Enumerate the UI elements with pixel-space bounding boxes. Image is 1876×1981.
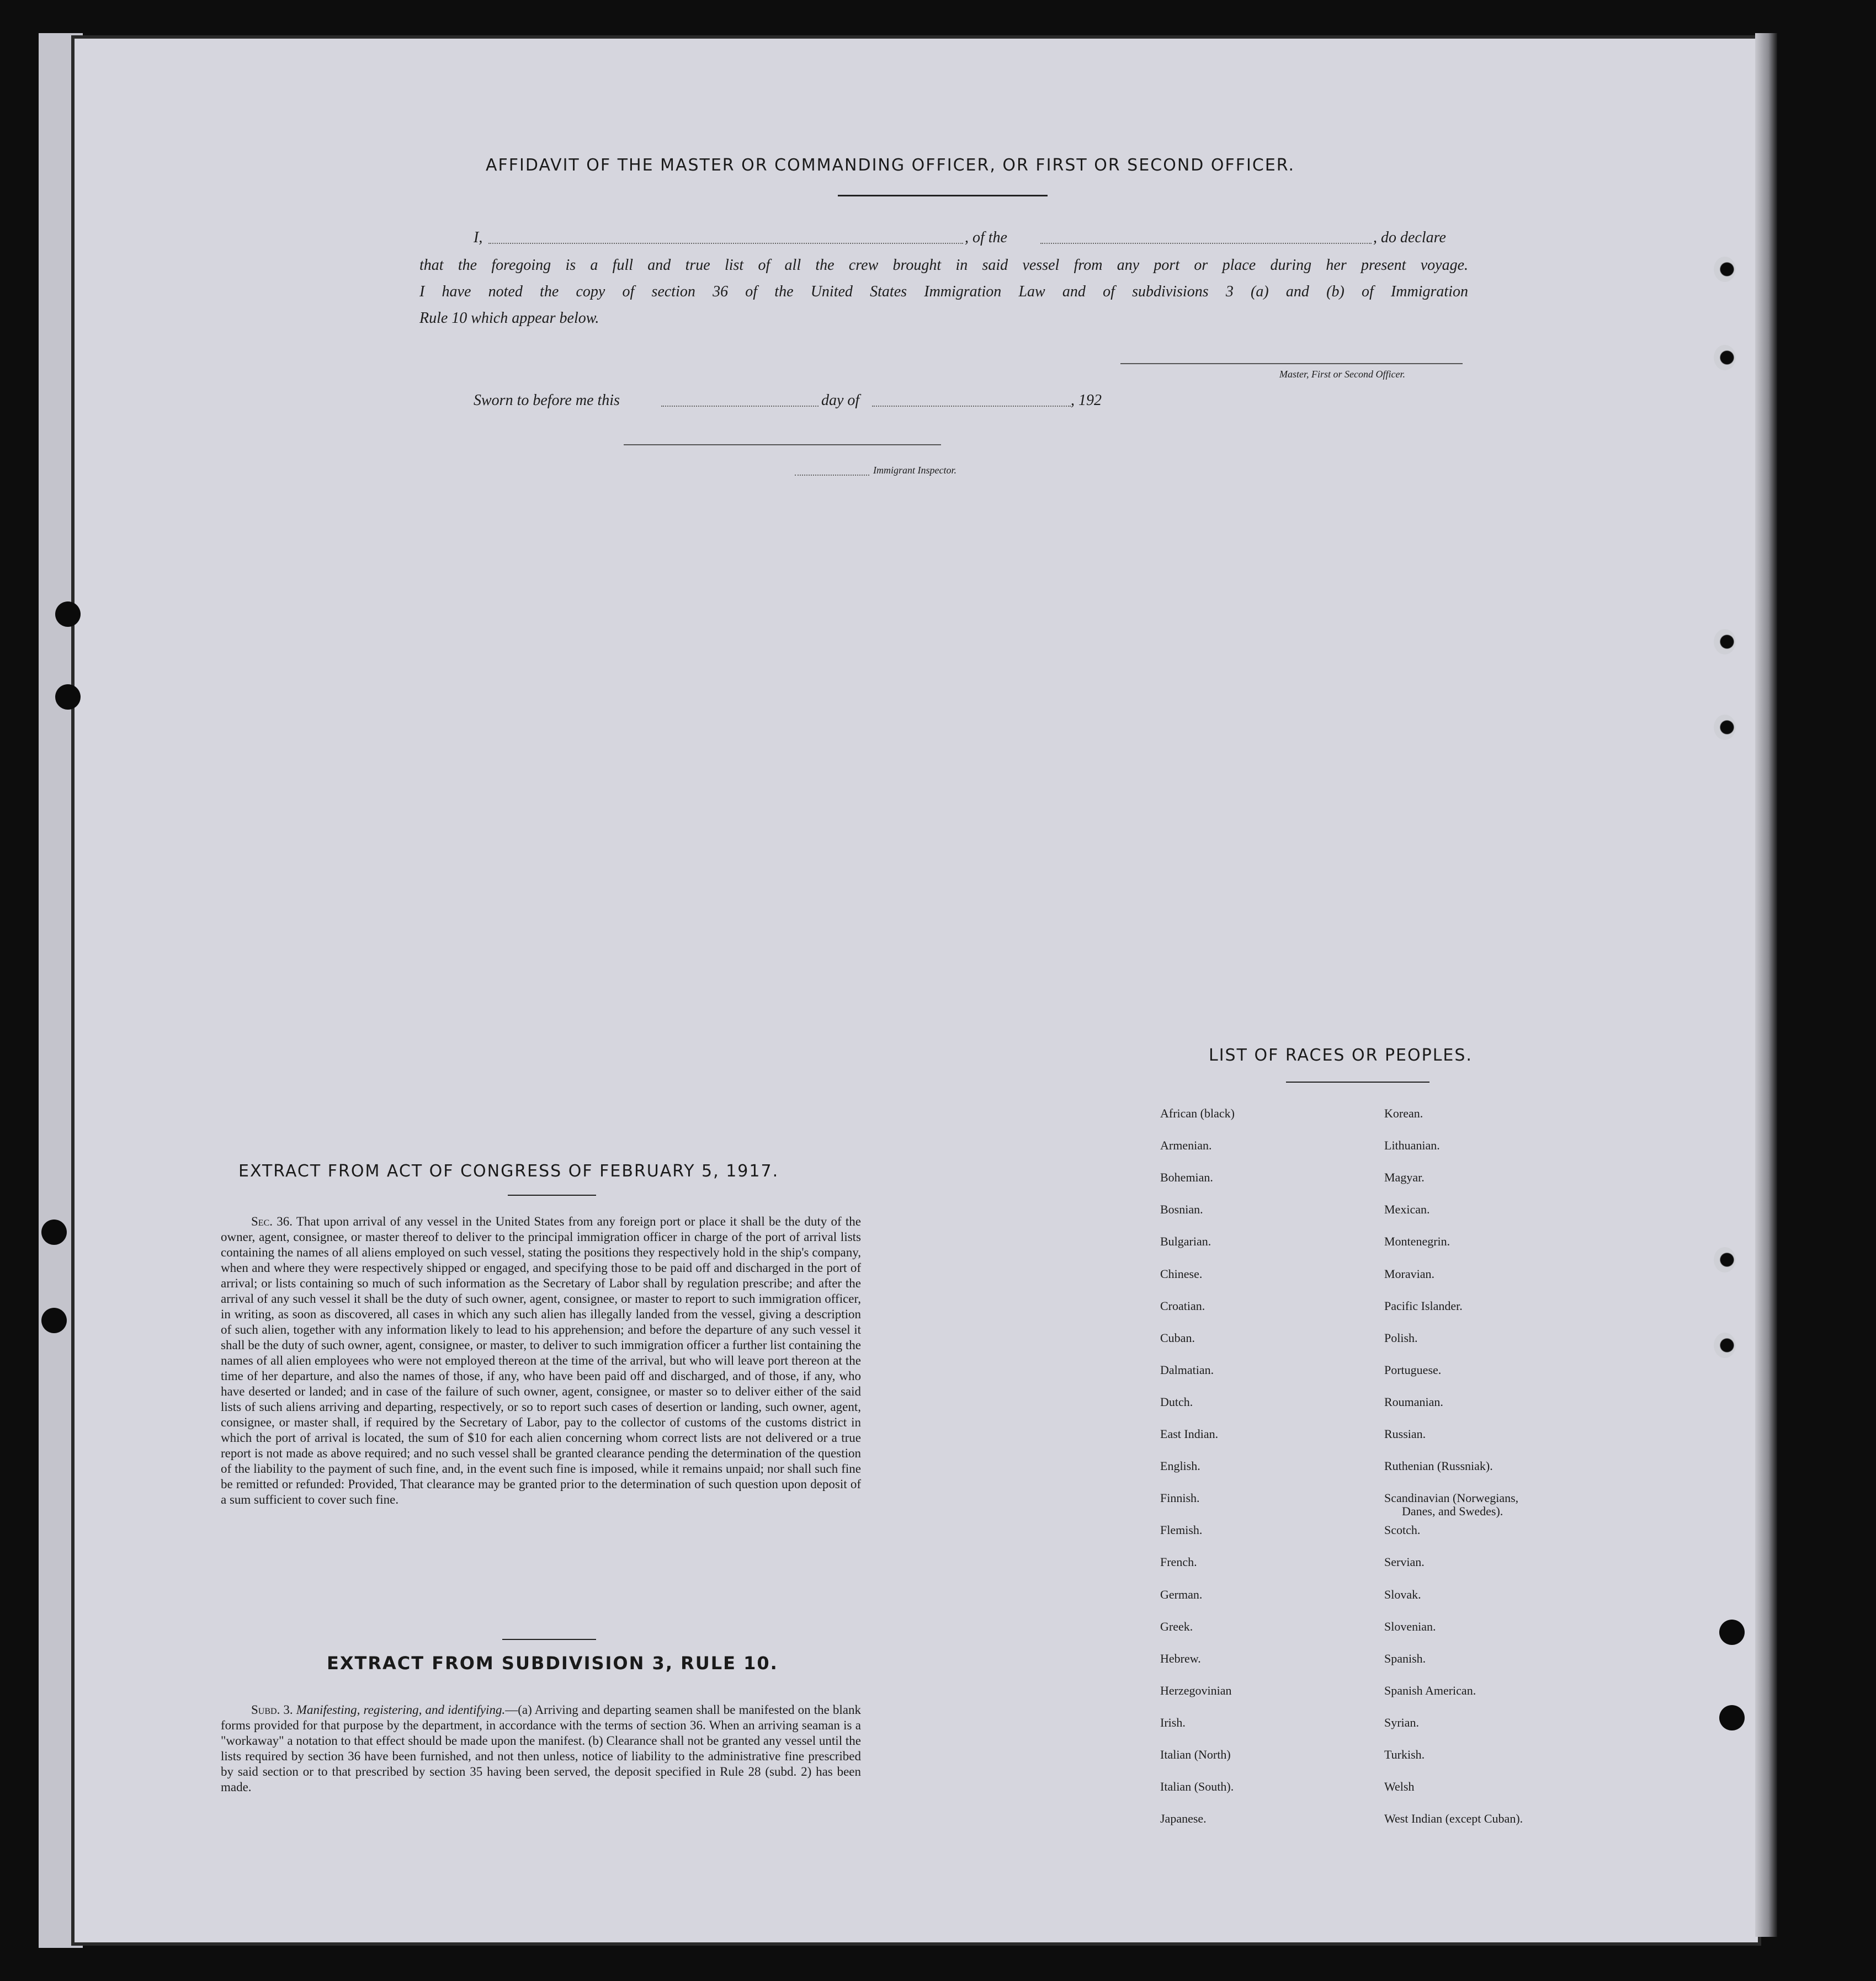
race-item: Pacific Islander. [1384,1299,1463,1313]
extract-act-rule [508,1195,596,1196]
race-item: Montenegrin. [1384,1234,1450,1248]
race-item: English. [1160,1459,1200,1473]
subdivision-text [221,1702,861,1795]
race-item: Irish. [1160,1716,1186,1729]
race-item: Scandinavian (Norwegians, [1384,1491,1519,1505]
race-item: Cuban. [1160,1331,1195,1345]
races-title: LIST OF RACES OR PEOPLES. [1209,1046,1473,1065]
affidavit-title-rule [838,195,1048,196]
punch-hole [1714,1333,1736,1358]
race-item: French. [1160,1555,1197,1569]
race-item: Greek. [1160,1620,1193,1633]
race-item: Korean. [1384,1106,1423,1120]
race-item: Dalmatian. [1160,1363,1214,1377]
inspector-signature-line[interactable] [624,444,941,446]
punch-hole [55,601,81,627]
race-item: Bosnian. [1160,1202,1203,1216]
race-item: Moravian. [1384,1267,1435,1281]
sec-label: Sec. 36. [251,1215,293,1228]
race-item: Mexican. [1384,1202,1430,1216]
race-item: Bohemian. [1160,1170,1213,1184]
race-item: Magyar. [1384,1170,1425,1184]
vessel-blank[interactable] [1040,243,1372,244]
punch-hole [1714,345,1736,370]
punch-hole [1714,629,1736,654]
signature-line[interactable] [1120,363,1463,365]
sworn-month-blank[interactable] [872,406,1071,407]
inspector-blank[interactable] [795,475,869,476]
affidavit-line-4: Rule 10 which appear below. [419,310,599,327]
affidavit-of-the: , of the [965,229,1007,246]
subd-text-b: (b) Clearance shall not be granted any vessel until the lists required by section 36 have been furnished, and not then unless, notice of liability to the administrative fine prescribed by said section or to that prescribed by section 35 having been served, the deposit specified in Rule 28 (subd. 2) has been made. [221,1734,861,1794]
race-item: Croatian. [1160,1299,1205,1313]
race-item: East Indian. [1160,1427,1219,1441]
section-36-text [221,1214,861,1508]
race-item: Turkish. [1384,1748,1425,1761]
race-item: German. [1160,1588,1203,1601]
race-item: Spanish. [1384,1652,1426,1665]
sworn-day-of: day of [821,392,860,409]
sec-36-body: That upon arrival of any vessel in the United States from any foreign port or place it shall be the duty of the owner, agent, consignee, or master thereof to deliver to the principal immigration officer in charge of the port of arrival lists containing the names of all aliens employed on such vessel, stating the positions they respectively hold in the ship's company, when and where they were respectively shipped or engaged, and specifying those to be paid off and discharged in the port of arrival; or lists containing so much of such information as the Secretary of Labor shall by regulation prescribe; and after the arrival of any such vessel it shall be the duty of such owner, agent, consignee, or master to report to such immigration officer, in writing, as soon as discovered, all cases in which any such alien has illegally landed from the vessel, giving a description of such alien, together with any information likely to lead to his apprehension; and before the departure of any such vessel it shall be the duty of such owner, agent, consignee, or master, to deliver to such immigration officer a further list containing the names of all alien employees who were not employed thereon at the time of the arrival, but who will leave port thereon at the time of her departure, and also the names of those, if any, who have been paid off and discharged, and of those, if any, who have deserted or landed; and in case of the failure of such owner, agent, consignee, or master so to deliver either of the said lists of such aliens arriving and departing, respectively, or so to report such cases of desertion or landing, such owner, agent, consignee, or master shall, if required by the Secretary of Labor, pay to the collector of customs of the customs district in which the port of arrival is located, the sum of $10 for each alien concerning whom correct lists are not delivered or a true report is not made as above required; and no such vessel shall be granted clearance pending the determination of the question of the liability to the payment of such fine, and, in the event such fine is imposed, while it remains unpaid; nor shall such fine be remitted or refunded: Provided, That clearance may be granted prior to the determination of such question upon deposit of a sum sufficient to cover such fine. [221,1215,861,1506]
race-item: Danes, and Swedes). [1402,1504,1503,1518]
race-item: Chinese. [1160,1267,1203,1281]
punch-hole [1714,257,1736,282]
sworn-day-blank[interactable] [661,406,819,407]
punch-hole [1714,715,1736,740]
race-item: African (black) [1160,1106,1235,1120]
race-item: Polish. [1384,1331,1418,1345]
subd-label: Subd. 3. [251,1703,293,1717]
race-item: Portuguese. [1384,1363,1442,1377]
affidavit-i: I, [474,229,483,246]
races-title-rule [1286,1082,1429,1083]
race-item: Armenian. [1160,1138,1212,1152]
race-item: Dutch. [1160,1395,1193,1409]
sworn-text: Sworn to before me this [474,392,620,409]
race-item: Spanish American. [1384,1684,1476,1697]
affidavit-title: AFFIDAVIT OF THE MASTER OR COMMANDING OFFICER, OR FIRST OR SECOND OFFICER. [486,156,1295,175]
affidavit-declare: , do declare [1373,229,1446,246]
sworn-year: , 192 [1071,392,1102,409]
extract-rule-title: EXTRACT FROM SUBDIVISION 3, RULE 10. [327,1653,778,1674]
race-item: Slovak. [1384,1588,1421,1601]
race-item: Bulgarian. [1160,1234,1211,1248]
punch-hole [1714,1247,1736,1272]
race-item: Flemish. [1160,1523,1203,1537]
subd-heading: Manifesting, registering, and identifying. [296,1703,506,1717]
race-item: Scotch. [1384,1523,1421,1537]
punch-hole [41,1308,67,1333]
punch-hole [41,1220,67,1245]
race-item: Hebrew. [1160,1652,1201,1665]
subd-text-a: —(a) Arriving and departing seamen shall be manifested on the blank forms provided for that purpose by the department, in accordance with the terms of section 36. When an arriving seaman is a "workaway" a notation to that effect should be made upon the manifest. [221,1703,862,1748]
race-item: Japanese. [1160,1812,1207,1825]
race-item: West Indian (except Cuban). [1384,1812,1523,1825]
extract-act-title: EXTRACT FROM ACT OF CONGRESS OF FEBRUARY 5, 1917. [238,1162,779,1181]
race-item: Welsh [1384,1780,1415,1793]
race-item: Ruthenian (Russniak). [1384,1459,1493,1473]
extract-rule-rule [502,1639,596,1640]
affidavit-line-2: that the foregoing is a full and true list of all the crew brought in said vessel from any port or place during her present voyage. [419,257,1468,274]
race-item: Slovenian. [1384,1620,1436,1633]
name-blank[interactable] [488,243,963,244]
race-item: Italian (North) [1160,1748,1231,1761]
race-item: Roumanian. [1384,1395,1443,1409]
page-edge [1755,33,1777,1937]
punch-hole [1719,1620,1745,1645]
race-item: Russian. [1384,1427,1426,1441]
race-item: Herzegovinian [1160,1684,1232,1697]
affidavit-line-3: I have noted the copy of section 36 of the United States Immigration Law and of subdivisions 3 (a) and (b) of Immigration [419,283,1468,300]
inspector-label: Immigrant Inspector. [873,465,956,476]
punch-hole [1719,1705,1745,1730]
signature-label: Master, First or Second Officer. [1279,369,1405,380]
race-item: Lithuanian. [1384,1138,1440,1152]
race-item: Italian (South). [1160,1780,1234,1793]
race-item: Servian. [1384,1555,1425,1569]
race-item: Finnish. [1160,1491,1200,1505]
race-item: Syrian. [1384,1716,1419,1729]
punch-hole [55,684,81,710]
